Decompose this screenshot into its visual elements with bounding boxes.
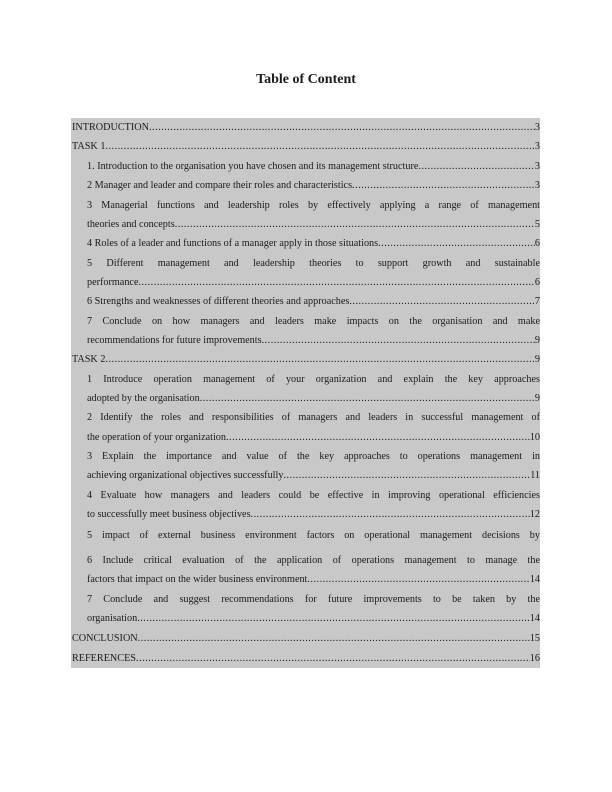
page-number: 3 [534, 141, 540, 152]
toc-entry-task2-item3[interactable]: 3 Explain the importance and value of the key approaches to operations management in [87, 451, 540, 462]
toc-entry-task2-item5[interactable]: 5 impact of external business environment factors on operational management decisions by [87, 530, 540, 541]
page-number: 6 [534, 277, 540, 288]
toc-entry-task2-item1[interactable]: 1 Introduce operation management of your organization and explain the key approaches [87, 374, 540, 385]
toc-entry-task1-item1[interactable]: 1. Introduction to the organisation you have chosen and its management structure ..... 3 [87, 159, 540, 174]
page-number: 9 [534, 354, 540, 365]
toc-title: Table of Content [256, 72, 356, 87]
page-number: 16 [529, 653, 540, 664]
toc-entry-task1-item3-cont[interactable]: theories and concepts ..... 5 [87, 217, 540, 232]
toc-entry-task1-item2[interactable]: 2 Manager and leader and compare their roles and characteristics ..... 3 [87, 178, 540, 193]
page-number: 11 [530, 470, 540, 481]
toc-entry-task2-item2[interactable]: 2 Identify the roles and responsibilities of managers and leaders in successful management of [87, 412, 540, 423]
toc-entry-task1-item3[interactable]: 3 Managerial functions and leadership roles by effectively applying a range of management [87, 200, 540, 211]
toc-entry-task2-item6[interactable]: 6 Include critical evaluation of the application of operations management to manage the [87, 555, 540, 566]
toc-entry-task2-item6-cont[interactable]: factors that impact on the wider business environment ..... 14 [87, 572, 540, 587]
toc-entry-task2-item4[interactable]: 4 Evaluate how managers and leaders could be effective in improving operational efficiencies [87, 490, 540, 501]
page-number: 3 [534, 161, 540, 172]
toc-entry-task1-item6[interactable]: 6 Strengths and weaknesses of different theories and approaches ..... 7 [87, 294, 540, 309]
toc-entry-task1-item5-cont[interactable]: performance ..... 6 [87, 275, 540, 290]
page-number: 10 [529, 432, 540, 443]
toc-entry-task-2[interactable]: TASK 2 ..... 9 [72, 352, 540, 367]
toc-entry-task1-item7[interactable]: 7 Conclude on how managers and leaders make impacts on the organisation and make [87, 316, 540, 327]
toc-entry-task1-item5[interactable]: 5 Different management and leadership theories to support growth and sustainable [87, 258, 540, 269]
page-number: 5 [534, 219, 540, 230]
toc-entry-references[interactable]: REFERENCES ..... 16 [72, 651, 540, 666]
page-number: 3 [534, 122, 540, 133]
toc-entry-introduction[interactable]: INTRODUCTION ..... 3 [72, 120, 540, 135]
toc-entry-task1-item7-cont[interactable]: recommendations for future improvements ..... 9 [87, 333, 540, 348]
toc-entry-task2-item3-cont[interactable]: achieving organizational objectives successfully ..... 11 [87, 468, 540, 483]
page-number: 6 [534, 238, 540, 249]
toc-entry-conclusion[interactable]: CONCLUSION ..... 15 [72, 631, 540, 646]
toc-box [71, 118, 540, 668]
toc-entry-task1-item4[interactable]: 4 Roles of a leader and functions of a manager apply in those situations ..... 6 [87, 236, 540, 251]
toc-entry-task2-item1-cont[interactable]: adopted by the organisation ..... 9 [87, 391, 540, 406]
toc-entry-task-1[interactable]: TASK 1 ..... 3 [72, 139, 540, 154]
page-number: 7 [534, 296, 540, 307]
page-number: 15 [529, 633, 540, 644]
page-number: 12 [529, 509, 540, 520]
page-number: 9 [534, 335, 540, 346]
page-number: 14 [529, 613, 540, 624]
toc-entry-task2-item7[interactable]: 7 Conclude and suggest recommendations for future improvements to be taken by the [87, 594, 540, 605]
page-number: 3 [534, 180, 540, 191]
toc-entry-task2-item2-cont[interactable]: the operation of your organization ..... 10 [87, 430, 540, 445]
page-number: 14 [529, 574, 540, 585]
page-number: 9 [534, 393, 540, 404]
toc-entry-task2-item7-cont[interactable]: organisation ..... 14 [87, 611, 540, 626]
toc-entry-task2-item4-cont[interactable]: to successfully meet business objectives ..... 12 [87, 507, 540, 522]
